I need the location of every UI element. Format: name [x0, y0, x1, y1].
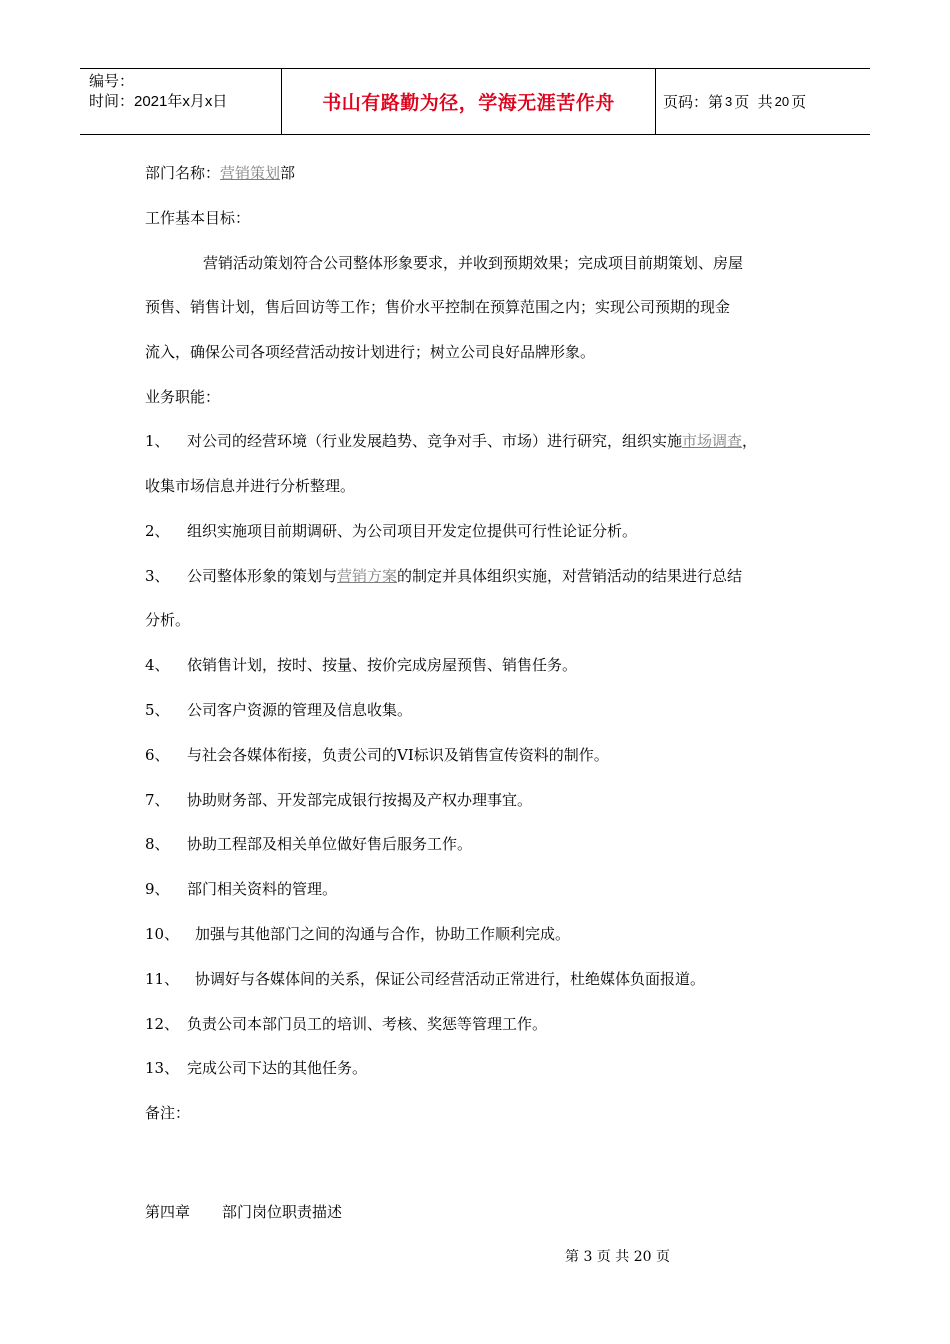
- chapter-title: 部门岗位职责描述: [222, 1203, 343, 1221]
- item-text: 对公司的经营环境（行业发展趋势、竞争对手、市场）进行研究，组织实施: [187, 432, 683, 450]
- item-number: 9、: [145, 880, 170, 898]
- page-current: 3: [725, 94, 733, 109]
- item-text: 协助工程部及相关单位做好售后服务工作。: [187, 835, 473, 853]
- header-meta: [80, 69, 281, 134]
- item-text: 依销售计划，按时、按量、按价完成房屋预售、销售任务。: [187, 656, 578, 674]
- chapter-number: 第四章: [145, 1203, 191, 1221]
- function-item-1: [145, 430, 757, 451]
- item-text: 公司客户资源的管理及信息收集。: [187, 701, 413, 719]
- item-number: 8、: [145, 835, 170, 853]
- header-motto-cell: [281, 69, 656, 134]
- item-number: 5、: [145, 701, 170, 719]
- page-footer: 第 3 页 共 20 页: [565, 1249, 670, 1265]
- item-number: 13、: [145, 1059, 180, 1077]
- function-item-3-cont: 分析。: [145, 611, 191, 629]
- header-page-info: [656, 69, 870, 134]
- item-text: 加强与其他部门之间的沟通与合作，协助工作顺利完成。: [195, 925, 571, 943]
- item-number: 6、: [145, 746, 170, 764]
- dept-name-label: 部门名称：: [145, 164, 221, 182]
- item-text: 公司整体形象的策划与: [187, 567, 338, 585]
- chapter-heading: [145, 1201, 342, 1222]
- page-header: [80, 68, 870, 135]
- code-label: 编号：: [89, 73, 135, 90]
- function-item-4: [145, 654, 577, 675]
- header-motto: 书山有路勤为径，学海无涯苦作舟: [322, 92, 615, 114]
- function-item-2: [145, 520, 637, 541]
- function-item-12: [145, 1013, 547, 1034]
- item-number: 2、: [145, 522, 170, 540]
- goal-line-1: 营销活动策划符合公司整体形象要求，并收到预期效果；完成项目前期策划、房屋: [203, 254, 744, 272]
- page-suffix: 页: [791, 94, 807, 111]
- item-number: 7、: [145, 791, 170, 809]
- dept-name-link[interactable]: 营销策划: [220, 164, 281, 182]
- function-item-8: [145, 833, 472, 854]
- market-research-link[interactable]: 市场调查: [682, 432, 743, 450]
- page-prefix: 页码：第: [663, 94, 724, 111]
- goal-line-3: 流入，确保公司各项经营活动按计划进行；树立公司良好品牌形象。: [145, 343, 596, 361]
- item-number: 4、: [145, 656, 170, 674]
- item-text: 组织实施项目前期调研、为公司项目开发定位提供可行性论证分析。: [187, 522, 638, 540]
- function-item-9: [145, 878, 337, 899]
- dept-name-line: [145, 162, 295, 183]
- function-item-7: [145, 789, 532, 810]
- function-item-13: [145, 1057, 367, 1078]
- dept-name-suffix: 部: [280, 164, 296, 182]
- functions-heading: 业务职能：: [145, 388, 221, 406]
- function-item-6: [145, 744, 609, 765]
- function-item-3: [145, 565, 742, 586]
- remark-label: 备注：: [145, 1104, 191, 1122]
- item-text: 部门相关资料的管理。: [187, 880, 338, 898]
- function-item-10: [145, 923, 570, 944]
- item-number: 10、: [145, 925, 180, 943]
- function-item-1-cont: 收集市场信息并进行分析整理。: [145, 477, 356, 495]
- function-item-11: [145, 968, 705, 989]
- item-text: 完成公司下达的其他任务。: [187, 1059, 368, 1077]
- time-label: 时间：2021年x月x日: [89, 93, 228, 110]
- item-number: 3、: [145, 567, 170, 585]
- function-item-5: [145, 699, 412, 720]
- item-number: 12、: [145, 1015, 180, 1033]
- item-text: 负责公司本部门员工的培训、考核、奖惩等管理工作。: [187, 1015, 548, 1033]
- item-text-end: ，: [742, 432, 758, 450]
- item-text-end: 的制定并具体组织实施，对营销活动的结果进行总结: [397, 567, 743, 585]
- page-middle: 页 共: [734, 94, 773, 111]
- item-text: 与社会各媒体衔接，负责公司的VI标识及销售宣传资料的制作。: [187, 746, 609, 764]
- item-text: 协调好与各媒体间的关系，保证公司经营活动正常进行，杜绝媒体负面报道。: [195, 970, 706, 988]
- goal-heading: 工作基本目标：: [145, 209, 251, 227]
- goal-line-2: 预售、销售计划，售后回访等工作；售价水平控制在预算范围之内；实现公司预期的现金: [145, 298, 731, 316]
- page-total: 20: [774, 94, 790, 109]
- marketing-plan-link[interactable]: 营销方案: [337, 567, 398, 585]
- item-number: 11、: [145, 970, 180, 988]
- item-number: 1、: [145, 432, 170, 450]
- item-text: 协助财务部、开发部完成银行按揭及产权办理事宜。: [187, 791, 533, 809]
